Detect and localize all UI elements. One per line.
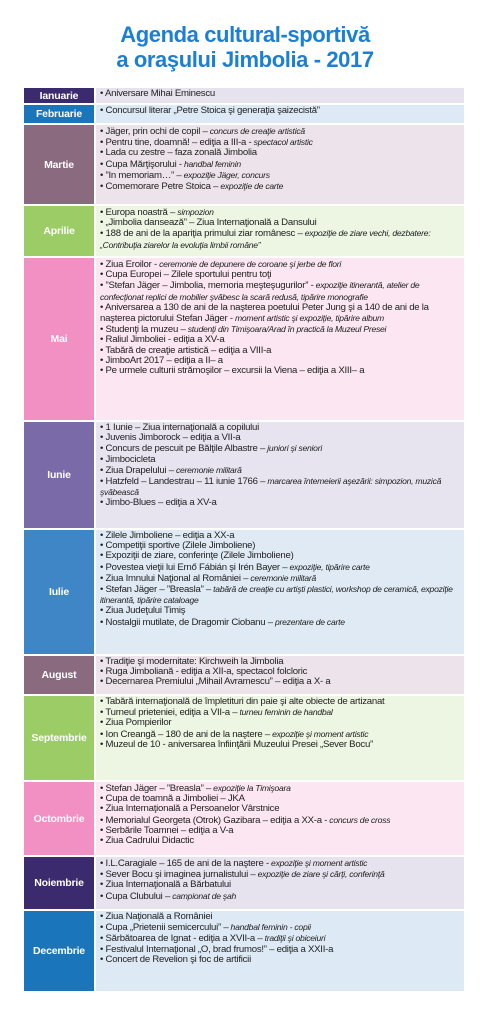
month-label: Noiembrie xyxy=(24,857,96,909)
event-item xyxy=(100,228,461,250)
event-text: • 188 de ani de la apariţia primului ziar românesc – xyxy=(100,228,303,239)
month-row-mai xyxy=(24,258,464,422)
event-item xyxy=(100,836,461,846)
event-item xyxy=(100,159,461,170)
month-row-iulie xyxy=(24,530,464,656)
event-text: • Ziua Internaţională a Bărbatului xyxy=(100,879,231,890)
event-text: • 1 Iunie – Ziua internaţională a copilului xyxy=(100,422,259,433)
event-note: concurs de cross xyxy=(327,814,391,825)
event-text: • ”Stefan Jäger – Jimbolia, memoria meşteşugurilor” - xyxy=(100,280,314,291)
event-item xyxy=(100,106,461,116)
event-text: • Cupa Clubului – xyxy=(100,891,170,902)
event-note: expoziţie de carte xyxy=(218,181,284,192)
event-note: expoziţie şi moment artistic xyxy=(268,858,368,868)
month-events xyxy=(96,911,464,991)
event-item xyxy=(100,551,461,561)
event-text: • Tabără internaţională de împletituri din paie şi alte obiecte de artizanat xyxy=(100,696,384,707)
event-note: ceremonie militară xyxy=(173,464,242,475)
event-text: • Competiţii sportive (Zilele Jimboliene) xyxy=(100,540,255,551)
event-note: concurs de creaţie artistică xyxy=(207,126,305,136)
event-note: ceremonie militară xyxy=(248,572,317,583)
event-text: • Memorialul Georgeta (Otrok) Gazibara – ediţia a XX-a - xyxy=(100,815,327,826)
event-text: • Tradiţie şi modernitate: Kirchweih la Jimbolia xyxy=(100,656,283,667)
month-label: Septembrie xyxy=(24,696,96,780)
event-note: expoziţie şi moment artistic xyxy=(269,728,369,739)
month-events xyxy=(96,88,464,103)
event-text: • Serbările Toamnei – ediţia a V-a xyxy=(100,825,233,836)
event-text: • Stefan Jäger – ”Breasla” – xyxy=(100,783,211,794)
event-text: • Concert de Revelion şi foc de artificii xyxy=(100,954,251,965)
event-text: • Cupa Europei – Zilele sportului pentru toţi xyxy=(100,269,271,280)
event-text: • Hatzfeld – Landestrau – 11 iunie 1766 – xyxy=(100,476,265,487)
event-note: marcarea întemeierii aşezării: simpozion, muzică şvăbească xyxy=(100,476,442,498)
month-events xyxy=(96,530,464,654)
event-text: • Tabără de creaţie artistică – ediţia a VIII-a xyxy=(100,345,271,356)
event-item xyxy=(100,573,461,584)
event-text: • Concursul literar „Petre Stoica şi generaţia şaizecistă” xyxy=(100,105,320,116)
event-text: • Ziua Eroilor - xyxy=(100,259,157,270)
event-text: • Pe urmele culturii strămoşilor – excursii la Viena – ediţia a XIII– a xyxy=(100,365,364,376)
month-row-ianuarie xyxy=(24,88,464,105)
event-text: • Ruga Jimboliană - ediţia a XII-a, spectacol folcloric xyxy=(100,666,307,677)
event-item xyxy=(100,955,461,965)
event-item xyxy=(100,126,461,137)
event-note: simpozion xyxy=(175,207,214,217)
event-text: • Sever Bocu şi imaginea jurnalistului – xyxy=(100,869,255,880)
event-item xyxy=(100,858,461,869)
event-note: spectacol artistic xyxy=(251,137,313,148)
event-text: • Juvenis Jimborock – ediţia a VII-a xyxy=(100,432,240,443)
event-text: • Ziua Imnului Naţional al României – xyxy=(100,573,248,584)
event-item xyxy=(100,922,461,933)
month-label: Mai xyxy=(24,258,96,420)
event-text: • Europa noastră – xyxy=(100,207,175,218)
event-item xyxy=(100,912,461,922)
event-note: expoziţie la Timişoara xyxy=(211,783,291,793)
event-text: • Ziua Cadrului Didactic xyxy=(100,835,194,846)
event-item xyxy=(100,455,461,465)
month-row-februarie xyxy=(24,105,464,125)
month-label: Iunie xyxy=(24,422,96,528)
month-row-august xyxy=(24,656,464,696)
event-text: • Pentru tine, doamnă! – ediţia a III-a - xyxy=(100,137,252,148)
month-events xyxy=(96,105,464,123)
event-text: • I.L.Caragiale – 165 de ani de la naştere - xyxy=(100,858,269,869)
event-item xyxy=(100,562,461,573)
event-text: • Jimbo-Blues – ediţia a XV-a xyxy=(100,497,217,508)
event-item xyxy=(100,170,461,181)
event-text: • Studenţi la muzeu – xyxy=(100,324,186,335)
event-text: • Aniversare Mihai Eminescu xyxy=(100,88,215,99)
event-item xyxy=(100,740,461,750)
event-item xyxy=(100,433,461,443)
event-note: moment artistic şi expoziţie, tipărire album xyxy=(232,313,384,324)
event-text: • Zilele Jimboliene – ediţia a XX-a xyxy=(100,530,234,541)
page-title xyxy=(0,22,490,72)
event-note: expoziţie Jäger, concurs xyxy=(181,169,270,180)
agenda-table xyxy=(24,88,464,993)
event-item xyxy=(100,218,461,228)
month-events xyxy=(96,857,464,909)
event-text: • Ion Creangă – 180 de ani de la naştere – xyxy=(100,729,270,740)
event-item xyxy=(100,280,461,302)
event-text: • Ziua Drapelului – xyxy=(100,465,174,476)
month-row-decembrie xyxy=(24,911,464,993)
event-item xyxy=(100,718,461,728)
event-text: • Sărbătoarea de Ignat - ediţia a XVII-a – xyxy=(100,933,262,944)
event-text: • Comemorare Petre Stoica – xyxy=(100,181,218,192)
event-text: • Nostalgii mutilate, de Dragomir Ciobanu – xyxy=(100,617,273,628)
month-events xyxy=(96,258,464,420)
event-text: • ”In memoriam…” – xyxy=(100,170,182,181)
event-text: • Muzeul de 10 - aniversarea înfiinţării Muzeului Presei „Sever Bocu” xyxy=(100,739,373,750)
event-item xyxy=(100,270,461,280)
event-note: handbal feminin - copii xyxy=(228,922,311,933)
event-item xyxy=(100,89,461,99)
event-note: expoziţie de ziare vechi, dezbatere: „Contribuţia ziarelor la evoluţia limbii române” xyxy=(100,228,431,250)
event-text: • Stefan Jäger – ”Breasla” – xyxy=(100,584,211,595)
event-text: • Ziua Judeţului Timiş xyxy=(100,605,185,616)
month-label: Decembrie xyxy=(24,911,96,991)
event-note: expoziţie, tipărire carte xyxy=(287,561,370,572)
event-text: • Jäger, prin ochi de copil – xyxy=(100,126,208,137)
event-note: campionat de şah xyxy=(170,890,237,901)
event-item xyxy=(100,880,461,890)
event-text: • Jimbocicleta xyxy=(100,454,155,465)
event-text: • Lada cu zestre – faza zonală Jimbolia xyxy=(100,147,257,158)
month-label: Ianuarie xyxy=(24,88,96,103)
event-item xyxy=(100,476,461,498)
month-row-martie xyxy=(24,125,464,206)
event-text: • Aniversarea a 130 de ani de la naşterea poetului Peter Jung şi a 140 de ani de la naşterea pictorului Stefan Jäger - xyxy=(100,302,429,324)
event-item xyxy=(100,677,461,687)
event-item xyxy=(100,148,461,158)
event-item xyxy=(100,366,461,376)
month-label: August xyxy=(24,656,96,694)
month-events xyxy=(96,656,464,694)
event-text: • Decernarea Premiului „Mihail Avramescu” – ediţia a X- a xyxy=(100,676,330,687)
event-text: • Ziua Naţională a României xyxy=(100,911,212,922)
month-events xyxy=(96,422,464,528)
event-note: tradiţii şi obiceiuri xyxy=(262,933,326,944)
event-text: • JimboArt 2017 – ediţia a II– a xyxy=(100,355,223,366)
event-text: • Cupa Mărţişorului - xyxy=(100,159,182,170)
month-events xyxy=(96,696,464,780)
event-note: ceremonie de depunere de coroane şi jerbe de flori xyxy=(156,259,342,269)
month-row-aprilie xyxy=(24,206,464,258)
event-note: studenţi din Timişoara/Arad în practică la Muzeul Presei xyxy=(185,324,387,335)
month-row-septembrie xyxy=(24,696,464,782)
event-text: • Expoziţii de ziare, conferinţe (Zilele Jimboliene) xyxy=(100,550,294,561)
event-text: • Povestea vieţii lui Ernő Fábián şi Irén Bayer – xyxy=(100,562,287,573)
title-line-2: a oraşului Jimbolia - 2017 xyxy=(116,47,374,72)
event-item xyxy=(100,606,461,616)
event-text: • „Jimbolia dansează” – Ziua Internaţională a Dansului xyxy=(100,217,317,228)
title-line-1: Agenda cultural-sportivă xyxy=(120,22,370,47)
event-note: juniori şi seniori xyxy=(265,443,322,454)
event-text: • Turneul prieteniei, ediţia a VII-a – xyxy=(100,707,237,718)
event-text: • Raliul Jimboliei - ediţia a XV-a xyxy=(100,334,224,345)
event-item xyxy=(100,181,461,192)
month-row-noiembrie xyxy=(24,857,464,911)
month-events xyxy=(96,206,464,256)
month-events xyxy=(96,125,464,204)
month-row-octombrie xyxy=(24,782,464,857)
event-item xyxy=(100,465,461,476)
month-label: Octombrie xyxy=(24,782,96,855)
event-note: prezentare de carte xyxy=(272,616,345,627)
event-note: expoziţie de ziare şi cărţi, conferinţă xyxy=(255,869,385,880)
event-text: • Festivalul Internaţional „O, brad frumos!” – ediţia a XXII-a xyxy=(100,944,333,955)
month-label: Aprilie xyxy=(24,206,96,256)
event-item xyxy=(100,804,461,814)
event-text: • Cupa de toamnă a Jimboliei – JKA xyxy=(100,793,245,804)
event-item xyxy=(100,584,461,606)
event-text: • Ziua Internaţională a Persoanelor Vârstnice xyxy=(100,803,279,814)
month-label: Iulie xyxy=(24,530,96,654)
event-text: • Concurs de pescuit pe Bălţile Albastre – xyxy=(100,443,265,454)
event-item xyxy=(100,498,461,508)
event-note: tabără de creaţie cu artişti plastici, workshop de ceramică, expoziţie itinerantă, tipărire cataloage xyxy=(100,584,453,606)
event-text: • Ziua Pompierilor xyxy=(100,717,171,728)
event-note: expoziţie itinerantă, atelier de confecţionat replici de mobilier şvăbesc la scară redusă, tipărire monografie xyxy=(100,280,420,302)
event-note: handbal feminin xyxy=(181,158,241,169)
event-item xyxy=(100,697,461,707)
month-label: Martie xyxy=(24,125,96,204)
event-note: turneu feminin de handbal xyxy=(237,707,333,718)
month-label: Februarie xyxy=(24,105,96,123)
event-text: • Cupa „Prietenii semicercului” – xyxy=(100,922,228,933)
event-item xyxy=(100,617,461,628)
event-item xyxy=(100,891,461,902)
month-row-iunie xyxy=(24,422,464,530)
month-events xyxy=(96,782,464,855)
event-item xyxy=(100,303,461,324)
